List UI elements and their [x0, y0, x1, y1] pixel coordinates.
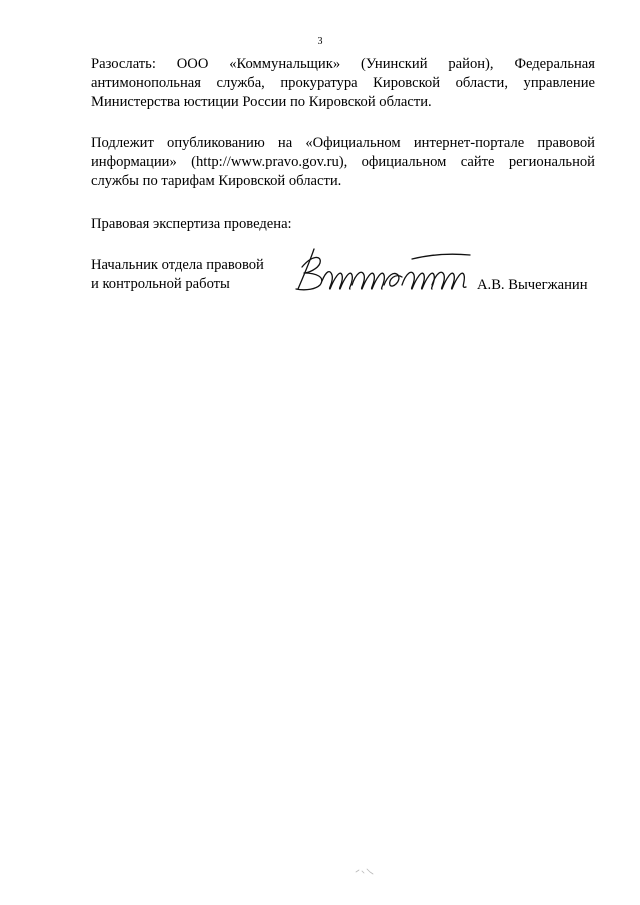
distribution-list-paragraph: Разослать: ООО «Коммунальщик» (Унинский район), Федеральная антимонопольная служба, прокуратура Кировской области, управление Министерства юстиции России по Кировской области.	[91, 56, 595, 110]
signatory-name: А.В. Вычегжанин	[477, 277, 588, 293]
signatory-title	[91, 256, 281, 294]
signatory-title-line-1: Начальник отдела правовой	[91, 257, 264, 273]
publication-paragraph: Подлежит опубликованию на «Официальном интернет-портале правовой информации» (http://www.pravo.gov.ru), официальном сайте региональной службы по тарифам Кировской области.	[91, 135, 595, 189]
scan-artifact-mark	[354, 866, 376, 878]
signatory-title-line-2: и контрольной работы	[91, 276, 230, 292]
handwritten-signature	[292, 245, 474, 297]
page-number: 3	[317, 36, 323, 47]
legal-expertise-line: Правовая экспертиза проведена:	[91, 216, 292, 232]
